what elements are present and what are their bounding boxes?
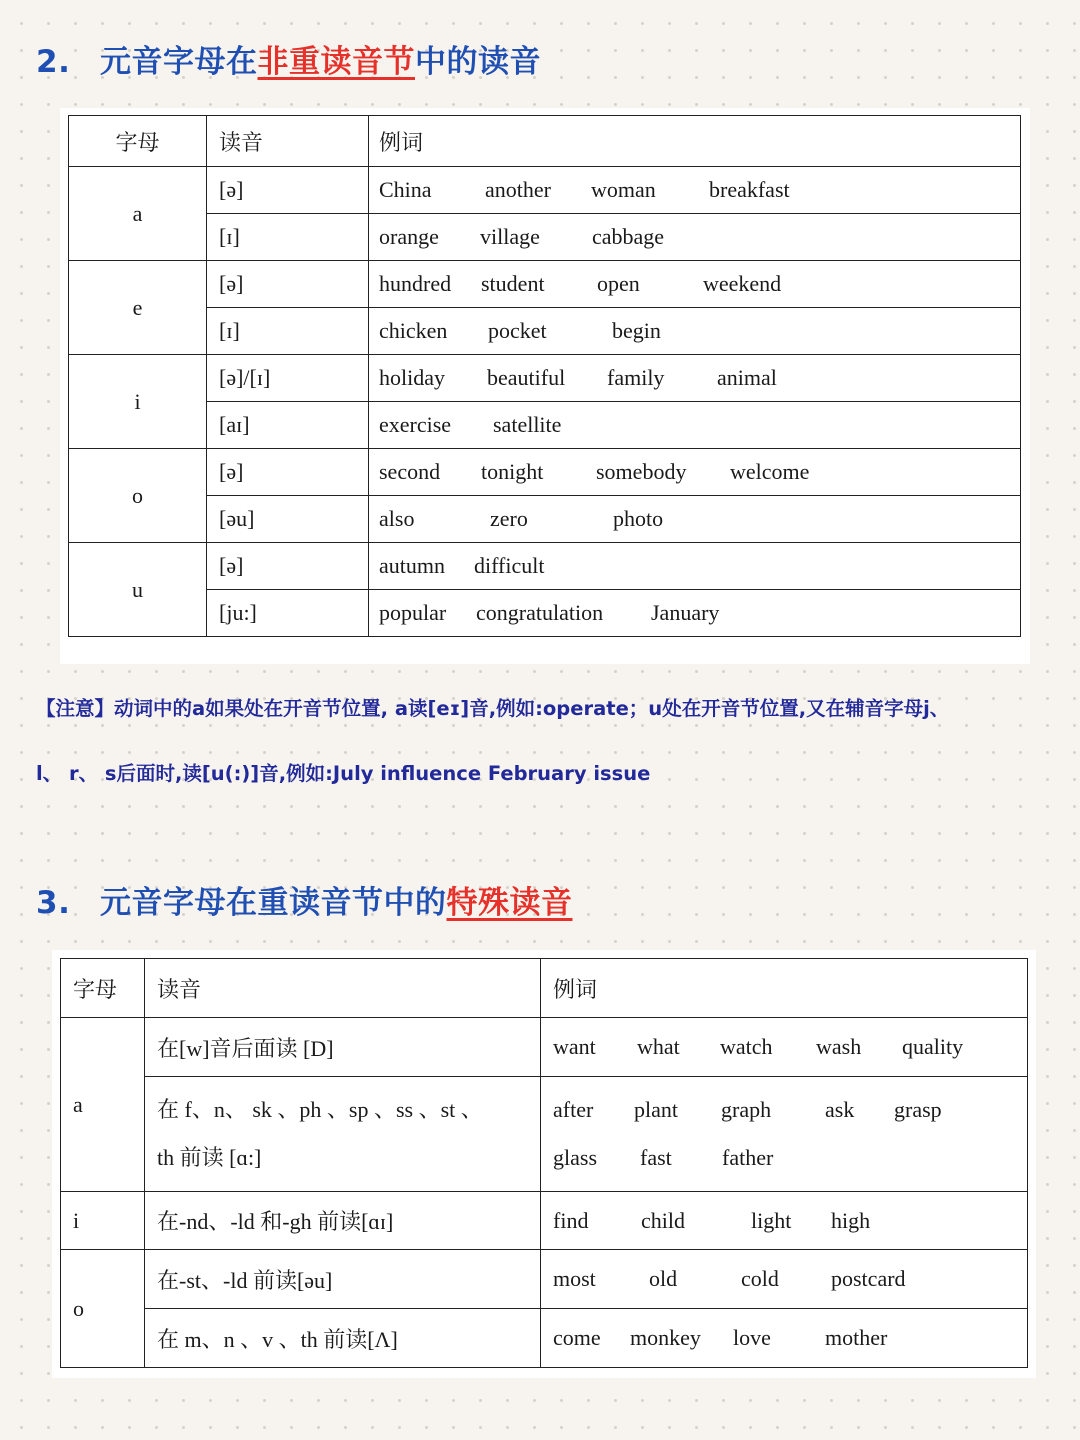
example-word: hundred bbox=[379, 271, 452, 296]
example-word: open bbox=[597, 271, 640, 296]
table-row bbox=[69, 543, 1021, 590]
example-word: want bbox=[553, 1034, 596, 1059]
letter-cell: o bbox=[61, 1250, 145, 1368]
header-examples: 例词 bbox=[541, 959, 1028, 1018]
example-word: student bbox=[481, 271, 545, 296]
examples-cell bbox=[369, 167, 1021, 214]
example-word: fast bbox=[640, 1145, 672, 1170]
table-row bbox=[69, 167, 1021, 214]
example-word: child bbox=[641, 1207, 685, 1233]
example-word: ask bbox=[825, 1097, 855, 1122]
examples-cell bbox=[369, 590, 1021, 637]
examples-cell bbox=[369, 449, 1021, 496]
examples-cell bbox=[369, 543, 1021, 590]
example-word: village bbox=[480, 224, 540, 249]
note-line-2: l、 r、 s后面时,读[u(:)]音,例如:July influence February issue bbox=[36, 762, 651, 785]
section3-title-pre: 元音字母在重读音节中的 bbox=[100, 885, 447, 921]
example-word: monkey bbox=[630, 1325, 701, 1350]
table-row bbox=[69, 496, 1021, 543]
example-word: quality bbox=[902, 1034, 964, 1059]
example-word: most bbox=[553, 1266, 596, 1291]
table-row bbox=[61, 1309, 1028, 1368]
examples-cell bbox=[541, 1018, 1028, 1077]
table-row bbox=[69, 214, 1021, 261]
letter-cell: a bbox=[61, 1018, 145, 1192]
example-word: congratulation bbox=[476, 600, 604, 625]
example-word: family bbox=[607, 365, 665, 390]
pronunciation-cell: [ə] bbox=[207, 261, 369, 308]
example-word: China bbox=[379, 177, 432, 202]
examples-cell bbox=[369, 496, 1021, 543]
pronunciation-cell: [ju:] bbox=[207, 590, 369, 637]
pronunciation-cell: [ə] bbox=[207, 543, 369, 590]
example-word: begin bbox=[612, 318, 661, 343]
letter-cell: u bbox=[69, 543, 207, 637]
example-word: cold bbox=[741, 1266, 779, 1291]
examples-cell bbox=[369, 355, 1021, 402]
example-word: woman bbox=[591, 177, 656, 202]
examples-cell bbox=[541, 1192, 1028, 1250]
example-word: second bbox=[379, 459, 441, 484]
header-pronunciation: 读音 bbox=[207, 116, 369, 167]
example-word: wash bbox=[816, 1034, 862, 1059]
example-word: January bbox=[651, 600, 720, 625]
example-word: love bbox=[733, 1325, 771, 1350]
example-word: what bbox=[637, 1034, 680, 1059]
example-word: popular bbox=[379, 600, 447, 625]
example-word: glass bbox=[553, 1145, 597, 1170]
example-word: satellite bbox=[493, 412, 562, 437]
rule-cell: 在 m、n 、v 、th 前读[Λ] bbox=[145, 1309, 541, 1368]
example-word: father bbox=[722, 1145, 774, 1170]
letter-cell: i bbox=[61, 1192, 145, 1250]
example-word: high bbox=[831, 1207, 871, 1233]
pronunciation-cell: [aɪ] bbox=[207, 402, 369, 449]
example-word: postcard bbox=[831, 1266, 906, 1291]
example-word: graph bbox=[721, 1097, 772, 1122]
example-word: tonight bbox=[481, 459, 544, 484]
table-row bbox=[69, 308, 1021, 355]
example-word: beautiful bbox=[487, 365, 566, 390]
rule-cell bbox=[145, 1077, 541, 1192]
letter-cell: o bbox=[69, 449, 207, 543]
section2-title-pre: 元音字母在 bbox=[100, 44, 258, 80]
section2-heading bbox=[36, 36, 541, 81]
example-word: weekend bbox=[703, 271, 782, 296]
example-word: animal bbox=[717, 365, 777, 390]
example-word: autumn bbox=[379, 553, 445, 578]
rule-line-1: 在 f、n、 sk 、ph 、sp 、ss 、st 、 bbox=[157, 1097, 483, 1122]
rule-cell: 在-nd、-ld 和-gh 前读[ɑɪ] bbox=[145, 1192, 541, 1250]
example-word: old bbox=[649, 1266, 678, 1291]
example-word: pocket bbox=[488, 318, 547, 343]
table-row bbox=[69, 449, 1021, 496]
header-examples: 例词 bbox=[369, 116, 1021, 167]
letter-cell: i bbox=[69, 355, 207, 449]
example-word: welcome bbox=[730, 459, 810, 484]
example-word: exercise bbox=[379, 412, 452, 437]
header-letter: 字母 bbox=[61, 959, 145, 1018]
pronunciation-cell: [əu] bbox=[207, 496, 369, 543]
section3-title-highlight: 特殊读音 bbox=[446, 885, 573, 921]
example-word: light bbox=[751, 1207, 792, 1233]
example-word: photo bbox=[613, 506, 664, 531]
examples-cell bbox=[369, 402, 1021, 449]
table-row bbox=[61, 1077, 1028, 1192]
pronunciation-cell: [ə] bbox=[207, 449, 369, 496]
example-word: breakfast bbox=[709, 177, 790, 202]
example-word: orange bbox=[379, 224, 439, 249]
examples-cell bbox=[541, 1077, 1028, 1192]
section2-title-post: 中的读音 bbox=[415, 44, 541, 80]
rule-cell: 在[w]音后面读 [D] bbox=[145, 1018, 541, 1077]
pronunciation-cell: [ə]/[ɪ] bbox=[207, 355, 369, 402]
examples-cell bbox=[541, 1309, 1028, 1368]
example-word: grasp bbox=[894, 1097, 942, 1122]
example-word: another bbox=[485, 177, 551, 202]
header-pronunciation: 读音 bbox=[145, 959, 541, 1018]
examples-cell bbox=[541, 1250, 1028, 1309]
examples-cell bbox=[369, 308, 1021, 355]
example-word: zero bbox=[490, 506, 528, 531]
example-word: difficult bbox=[474, 553, 545, 578]
example-word: mother bbox=[825, 1325, 888, 1350]
vowel-unstressed-table bbox=[68, 115, 1021, 637]
letter-cell: e bbox=[69, 261, 207, 355]
example-word: plant bbox=[634, 1097, 678, 1122]
example-word: after bbox=[553, 1097, 594, 1122]
vowel-special-stressed-table bbox=[60, 958, 1028, 1368]
examples-cell bbox=[369, 261, 1021, 308]
section3-number: 3. bbox=[36, 885, 71, 921]
table-row bbox=[61, 1250, 1028, 1309]
table-row bbox=[69, 261, 1021, 308]
rule-cell: 在-st、-ld 前读[əu] bbox=[145, 1250, 541, 1309]
table-row bbox=[61, 1018, 1028, 1077]
table-header-row bbox=[69, 116, 1021, 167]
letter-cell: a bbox=[69, 167, 207, 261]
section2-title-highlight: 非重读音节 bbox=[257, 44, 415, 80]
example-word: also bbox=[379, 506, 415, 531]
table-row bbox=[69, 355, 1021, 402]
example-word: chicken bbox=[379, 318, 448, 343]
note-line-1: 【注意】动词中的a如果处在开音节位置, a读[eɪ]音,例如:operate；u处在开音节位置,又在辅音字母j、 bbox=[36, 697, 950, 720]
table-row bbox=[69, 590, 1021, 637]
section3-heading bbox=[36, 877, 573, 922]
pronunciation-cell: [ɪ] bbox=[207, 214, 369, 261]
example-word: holiday bbox=[379, 365, 445, 390]
pronunciation-cell: [ə] bbox=[207, 167, 369, 214]
header-letter: 字母 bbox=[69, 116, 207, 167]
example-word: somebody bbox=[596, 459, 687, 484]
examples-cell bbox=[369, 214, 1021, 261]
example-word: watch bbox=[720, 1034, 773, 1059]
pronunciation-cell: [ɪ] bbox=[207, 308, 369, 355]
table-row bbox=[69, 402, 1021, 449]
section2-number: 2. bbox=[36, 44, 71, 80]
table-header-row bbox=[61, 959, 1028, 1018]
rule-line-2: th 前读 [ɑ:] bbox=[157, 1145, 262, 1170]
example-word: come bbox=[553, 1325, 601, 1350]
example-word: find bbox=[553, 1207, 589, 1233]
example-word: cabbage bbox=[592, 224, 665, 249]
table-row bbox=[61, 1192, 1028, 1250]
